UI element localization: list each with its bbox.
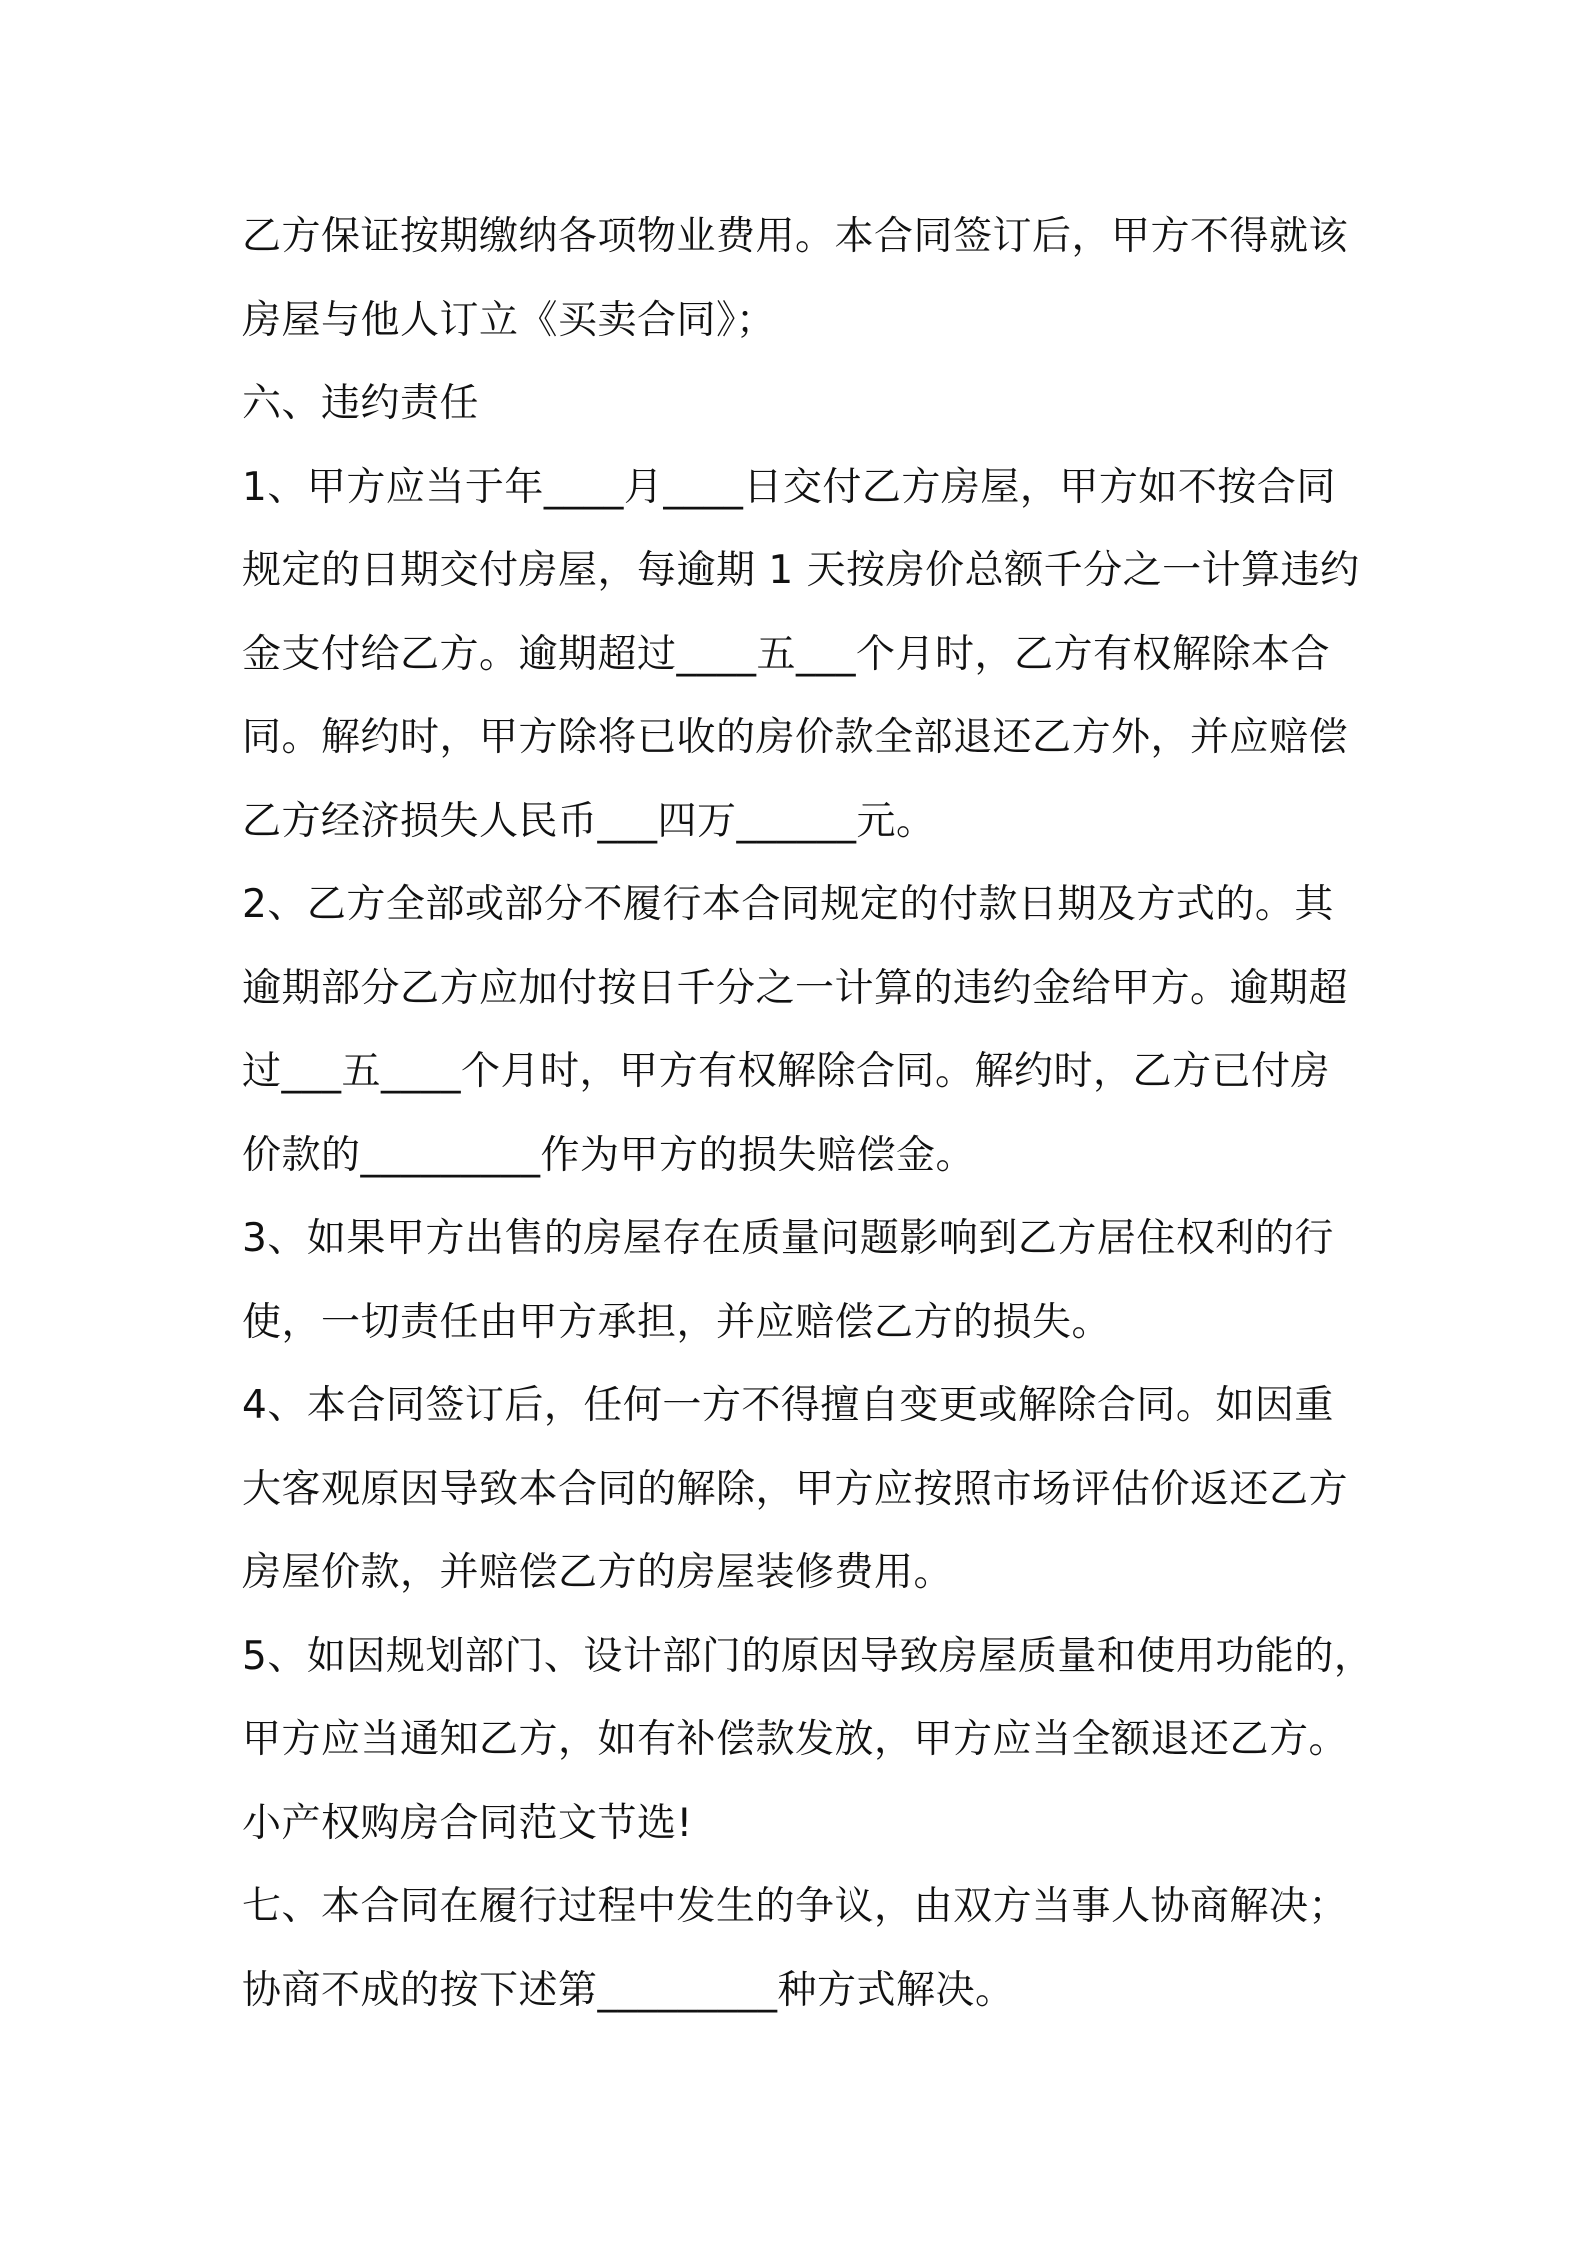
excerpt-note: 小产权购房合同范文节选! <box>242 1800 693 1846</box>
clause-1-line: 同。解约时，甲方除将已收的房价款全部退还乙方外，并应赔偿 <box>242 715 1349 760</box>
clause-2-line: 逾期部分乙方应加付按日千分之一计算的违约金给甲方。逾期超 <box>242 965 1349 1011</box>
clause-4-line: 大客观原因导致本合同的解除，甲方应按照市场评估价返还乙方 <box>242 1466 1349 1512</box>
clause-1-line: 1、甲方应当于年____月____日交付乙方房屋，甲方如不按合同 <box>242 464 1336 510</box>
clause-1-line: 规定的日期交付房屋，每逾期 1 天按房价总额千分之一计算违约 <box>242 548 1360 593</box>
clause-4-line: 房屋价款，并赔偿乙方的房屋装修费用。 <box>242 1550 954 1595</box>
section-heading-dispute-resolution: 七、本合同在履行过程中发生的争议，由双方当事人协商解决； <box>242 1884 1349 1929</box>
clause-5-line: 5、如因规划部门、设计部门的原因导致房屋质量和使用功能的， <box>242 1633 1374 1679</box>
text-line: 乙方保证按期缴纳各项物业费用。本合同签订后，甲方不得就该 <box>242 214 1349 259</box>
text-line: 房屋与他人订立《买卖合同》； <box>242 297 776 343</box>
clause-3-line: 3、如果甲方出售的房屋存在质量问题影响到乙方居住权利的行 <box>242 1216 1334 1261</box>
clause-2-line: 2、乙方全部或部分不履行本合同规定的付款日期及方式的。其 <box>242 882 1334 927</box>
contract-body-text <box>242 195 1374 2032</box>
clause-2-line: 过___五____个月时，甲方有权解除合同。解约时，乙方已付房 <box>242 1049 1331 1094</box>
clause-1-line: 金支付给乙方。逾期超过____五___个月时，乙方有权解除本合 <box>242 631 1331 677</box>
dispute-resolution-line: 协商不成的按下述第_________种方式解决。 <box>242 1967 1015 2013</box>
clause-3-line: 使，一切责任由甲方承担，并应赔偿乙方的损失。 <box>242 1299 1112 1345</box>
section-heading-breach-liability: 六、违约责任 <box>242 381 480 426</box>
clause-5-line: 甲方应当通知乙方，如有补偿款发放，甲方应当全额退还乙方。 <box>242 1717 1349 1762</box>
clause-1-line: 乙方经济损失人民币___四万______元。 <box>242 798 936 844</box>
clause-4-line: 4、本合同签订后，任何一方不得擅自变更或解除合同。如因重 <box>242 1383 1334 1428</box>
clause-2-line: 价款的_________作为甲方的损失赔偿金。 <box>242 1132 976 1178</box>
